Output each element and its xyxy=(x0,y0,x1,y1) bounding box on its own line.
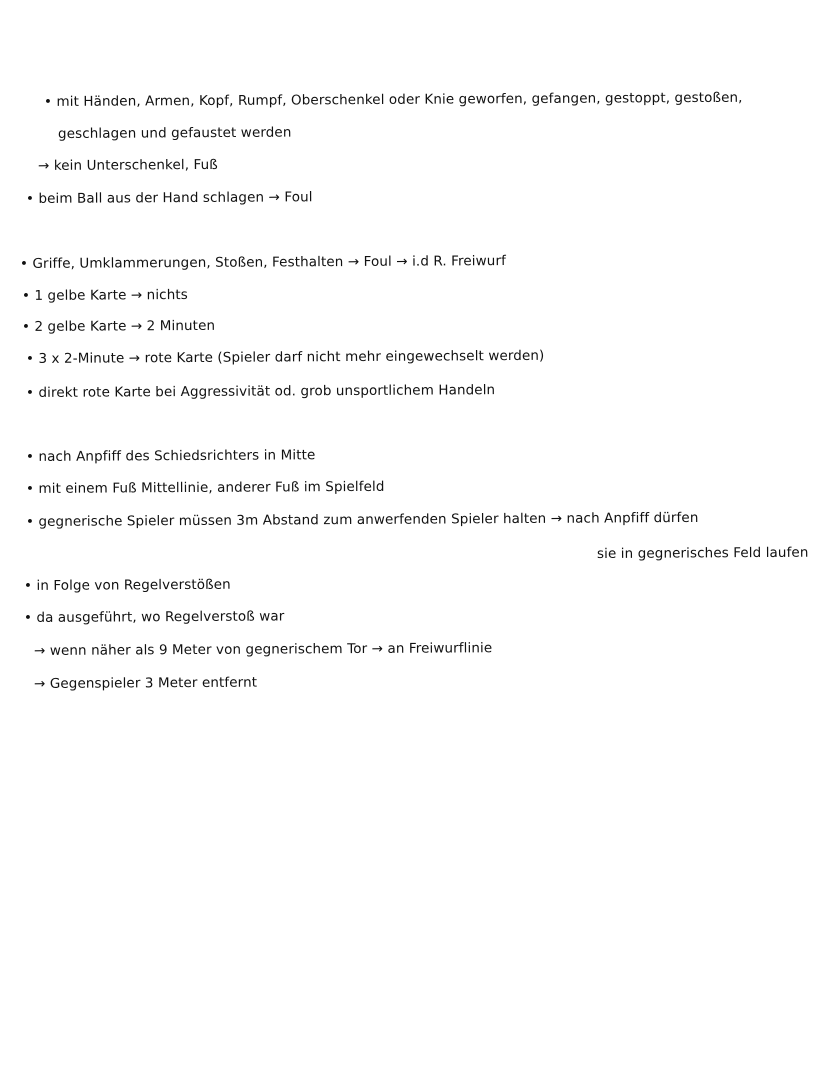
note-line: • mit einem Fuß Mittellinie, anderer Fuß im Spielfeld xyxy=(25,478,385,497)
note-line: • nach Anpfiff des Schiedsrichters in Mitte xyxy=(25,447,316,465)
note-line: • mit Händen, Armen, Kopf, Rumpf, Oberschenkel oder Knie geworfen, gefangen, gestoppt, gestoßen, xyxy=(43,89,743,110)
note-line: → wenn näher als 9 Meter von gegnerischem Tor → an Freiwurflinie xyxy=(33,640,493,659)
note-line: → kein Unterschenkel, Fuß xyxy=(37,156,218,174)
note-line: • Griffe, Umklammerungen, Stoßen, Festhalten → Foul → i.d R. Freiwurf xyxy=(19,253,506,272)
note-line: • 1 gelbe Karte → nichts xyxy=(21,286,188,304)
note-line: • beim Ball aus der Hand schlagen → Foul xyxy=(25,189,313,207)
note-line: • 2 gelbe Karte → 2 Minuten xyxy=(21,317,216,335)
note-line: • gegnerische Spieler müssen 3m Abstand zum anwerfenden Spieler halten → nach Anpfiff dürfen xyxy=(25,509,699,530)
note-line: • direkt rote Karte bei Aggressivität od. grob unsportlichem Handeln xyxy=(25,382,496,401)
note-line: • in Folge von Regelverstößen xyxy=(23,576,231,594)
note-line: • da ausgeführt, wo Regelverstoß war xyxy=(23,608,285,626)
note-line: → Gegenspieler 3 Meter entfernt xyxy=(33,674,258,692)
note-line: geschlagen und gefaustet werden xyxy=(57,124,292,142)
note-line: sie in gegnerisches Feld laufen xyxy=(596,544,809,562)
note-line: • 3 x 2-Minute → rote Karte (Spieler darf nicht mehr eingewechselt werden) xyxy=(25,347,545,367)
